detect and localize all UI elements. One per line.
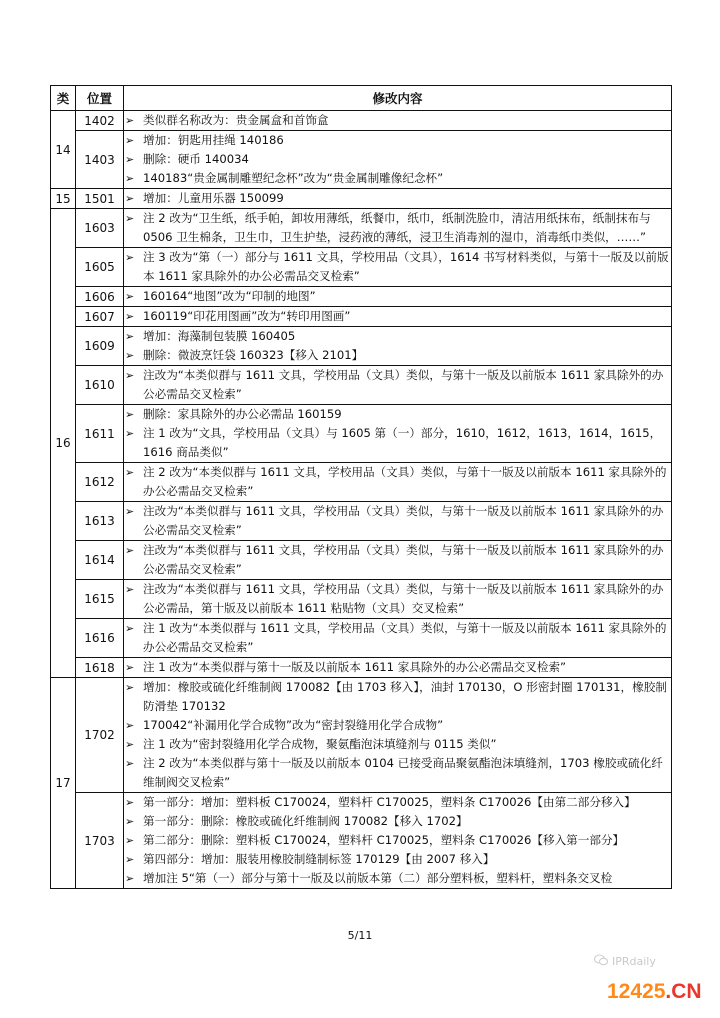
content-cell	[124, 405, 672, 463]
content-cell	[124, 793, 672, 889]
table-row	[51, 658, 672, 678]
bullet-item: ➢ 注改为“本类似群与 1611 文具，学校用品（文具）类似，与第十一版及以前版本 1611 家具除外的办公必需品交叉检索”	[124, 502, 671, 540]
bullet-item: ➢ 注 1 改为“文具，学校用品（文具）与 1605 第（一）部分，1610，1612，1613，1614，1615，1616 商品类似”	[124, 424, 671, 462]
bullet-item: ➢ 删除：家具除外的办公必需品 160159	[124, 405, 671, 424]
content-cell	[124, 658, 672, 678]
table-row	[51, 366, 672, 405]
bullet-item: ➢ 注 1 改为“本类似群与 1611 文具，学校用品（文具）类似，与第十一版及以前版本 1611 家具除外的办公必需品交叉检索”	[124, 619, 671, 657]
table-row	[51, 678, 672, 793]
table-row	[51, 209, 672, 248]
bullet-item: ➢ 第一部分：删除：橡胶或硫化纤维制阀 170082【移入 1702】	[124, 812, 671, 831]
position-cell: 1605	[76, 248, 124, 287]
bullet-item: ➢ 注 3 改为“第（一）部分与 1611 文具，学校用品（文具），1614 书写材料类似，与第十一版及以前版本 1611 家具除外的办公必需品交叉检索”	[124, 248, 671, 286]
table-header-row	[51, 86, 672, 111]
position-cell: 1614	[76, 541, 124, 580]
bullet-item: ➢ 增加注 5“第（一）部分与第十一版及以前版本第（二）部分塑料板，塑料杆，塑料条交叉检	[124, 869, 671, 888]
class-number-cell: 15	[51, 189, 76, 209]
bullet-item: ➢ 第二部分：删除：塑料板 C170024，塑料杆 C170025，塑料条 C170026【移入第一部分】	[124, 831, 671, 850]
content-cell	[124, 111, 672, 131]
content-cell	[124, 366, 672, 405]
table-row	[51, 307, 672, 327]
bullet-item: ➢ 增加：海藻制包装膜 160405	[124, 327, 671, 346]
header-position: 位置	[76, 86, 124, 111]
header-class: 类	[51, 86, 76, 111]
position-cell: 1618	[76, 658, 124, 678]
content-cell	[124, 307, 672, 327]
table-row	[51, 131, 672, 189]
site-logo	[607, 975, 717, 1009]
bullet-item: ➢ 注改为“本类似群与 1611 文具，学校用品（文具）类似，与第十一版及以前版本 1611 家具除外的办公必需品，第十版及以前版本 1611 粘贴物（文具）交叉检索”	[124, 580, 671, 618]
bullet-item: ➢ 删除：微波烹饪袋 160323【移入 2101】	[124, 346, 671, 365]
table-row	[51, 248, 672, 287]
header-content: 修改内容	[124, 86, 672, 111]
table-row	[51, 327, 672, 366]
bullet-item: ➢ 增加：钥匙用挂绳 140186	[124, 131, 671, 150]
table-row	[51, 111, 672, 131]
table-row	[51, 793, 672, 889]
bullet-item: ➢ 注 2 改为“本类似群与第十一版及以前版本 0104 已接受商品聚氨酯泡沫填缝剂，1703 橡胶或硫化纤维制阀交叉检索”	[124, 754, 671, 792]
watermark-text: IPRdaily	[612, 955, 656, 968]
table-row	[51, 405, 672, 463]
bullet-item: ➢ 注 2 改为“卫生纸，纸手帕，卸妆用薄纸，纸餐巾，纸巾，纸制洗脸巾，清洁用纸抹布，纸制抹布与 0506 卫生棉条，卫生巾，卫生护垫，浸药液的薄纸，浸卫生消毒剂的湿巾，消毒纸巾类似，……”	[124, 209, 671, 247]
page-number: 5/11	[347, 929, 373, 942]
bullet-item: ➢ 增加：儿童用乐器 150099	[124, 189, 671, 208]
table-row	[51, 287, 672, 307]
content-cell	[124, 580, 672, 619]
content-cell	[124, 541, 672, 580]
class-number-cell: 14	[51, 111, 76, 189]
bullet-item: ➢ 160119“印花用图画”改为“转印用图画”	[124, 307, 671, 326]
position-cell: 1607	[76, 307, 124, 327]
table-row	[51, 619, 672, 658]
content-cell	[124, 502, 672, 541]
bullet-item: ➢ 160164“地图”改为“印制的地图”	[124, 287, 671, 306]
bullet-item: ➢ 增加：橡胶或硫化纤维制阀 170082【由 1703 移入】，油封 170130，O 形密封圈 170131，橡胶制防滑垫 170132	[124, 678, 671, 716]
position-cell: 1610	[76, 366, 124, 405]
content-cell	[124, 189, 672, 209]
logo-domain: .CN	[665, 980, 702, 1003]
position-cell: 1616	[76, 619, 124, 658]
position-cell: 1615	[76, 580, 124, 619]
bullet-item: ➢ 注改为“本类似群与 1611 文具，学校用品（文具）类似，与第十一版及以前版本 1611 家具除外的办公必需品交叉检索”	[124, 366, 671, 404]
table-row	[51, 189, 672, 209]
bullet-item: ➢ 第四部分：增加：服装用橡胶制缝制标签 170129【由 2007 移入】	[124, 850, 671, 869]
position-cell: 1702	[76, 678, 124, 793]
class-number-cell: 17	[51, 678, 76, 889]
position-cell: 1611	[76, 405, 124, 463]
bullet-item: ➢ 170042“补漏用化学合成物”改为“密封裂缝用化学合成物”	[124, 716, 671, 735]
content-cell	[124, 678, 672, 793]
content-cell	[124, 248, 672, 287]
bullet-item: ➢ 注 1 改为“本类似群与第十一版及以前版本 1611 家具除外的办公必需品交叉检索”	[124, 658, 671, 677]
content-cell	[124, 209, 672, 248]
table-row	[51, 463, 672, 502]
content-cell	[124, 287, 672, 307]
position-cell: 1703	[76, 793, 124, 889]
position-cell: 1402	[76, 111, 124, 131]
position-cell: 1501	[76, 189, 124, 209]
bullet-item: ➢ 140183“贵金属制雕塑纪念杯”改为“贵金属制雕像纪念杯”	[124, 169, 671, 188]
content-cell	[124, 327, 672, 366]
bullet-item: ➢ 注 1 改为“密封裂缝用化学合成物，聚氨酯泡沫填缝剂与 0115 类似”	[124, 735, 671, 754]
bullet-item: ➢ 第一部分：增加：塑料板 C170024，塑料杆 C170025，塑料条 C170026【由第二部分移入】	[124, 793, 671, 812]
content-cell	[124, 619, 672, 658]
table-row	[51, 580, 672, 619]
position-cell: 1609	[76, 327, 124, 366]
content-cell	[124, 131, 672, 189]
position-cell: 1403	[76, 131, 124, 189]
position-cell: 1603	[76, 209, 124, 248]
table-row	[51, 502, 672, 541]
position-cell: 1613	[76, 502, 124, 541]
bullet-item: ➢ 注改为“本类似群与 1611 文具，学校用品（文具）类似，与第十一版及以前版本 1611 家具除外的办公必需品交叉检索”	[124, 541, 671, 579]
position-cell: 1612	[76, 463, 124, 502]
position-cell: 1606	[76, 287, 124, 307]
table-row	[51, 541, 672, 580]
logo-number: 12425	[607, 980, 666, 1003]
content-cell	[124, 463, 672, 502]
bullet-item: ➢ 类似群名称改为：贵金属盒和首饰盒	[124, 111, 671, 130]
chat-bubble-icon	[594, 954, 608, 966]
class-number-cell: 16	[51, 209, 76, 678]
bullet-item: ➢ 删除：硬币 140034	[124, 150, 671, 169]
bullet-item: ➢ 注 2 改为“本类似群与 1611 文具，学校用品（文具）类似，与第十一版及以前版本 1611 家具除外的办公必需品交叉检索”	[124, 463, 671, 501]
amendment-table	[50, 85, 672, 889]
